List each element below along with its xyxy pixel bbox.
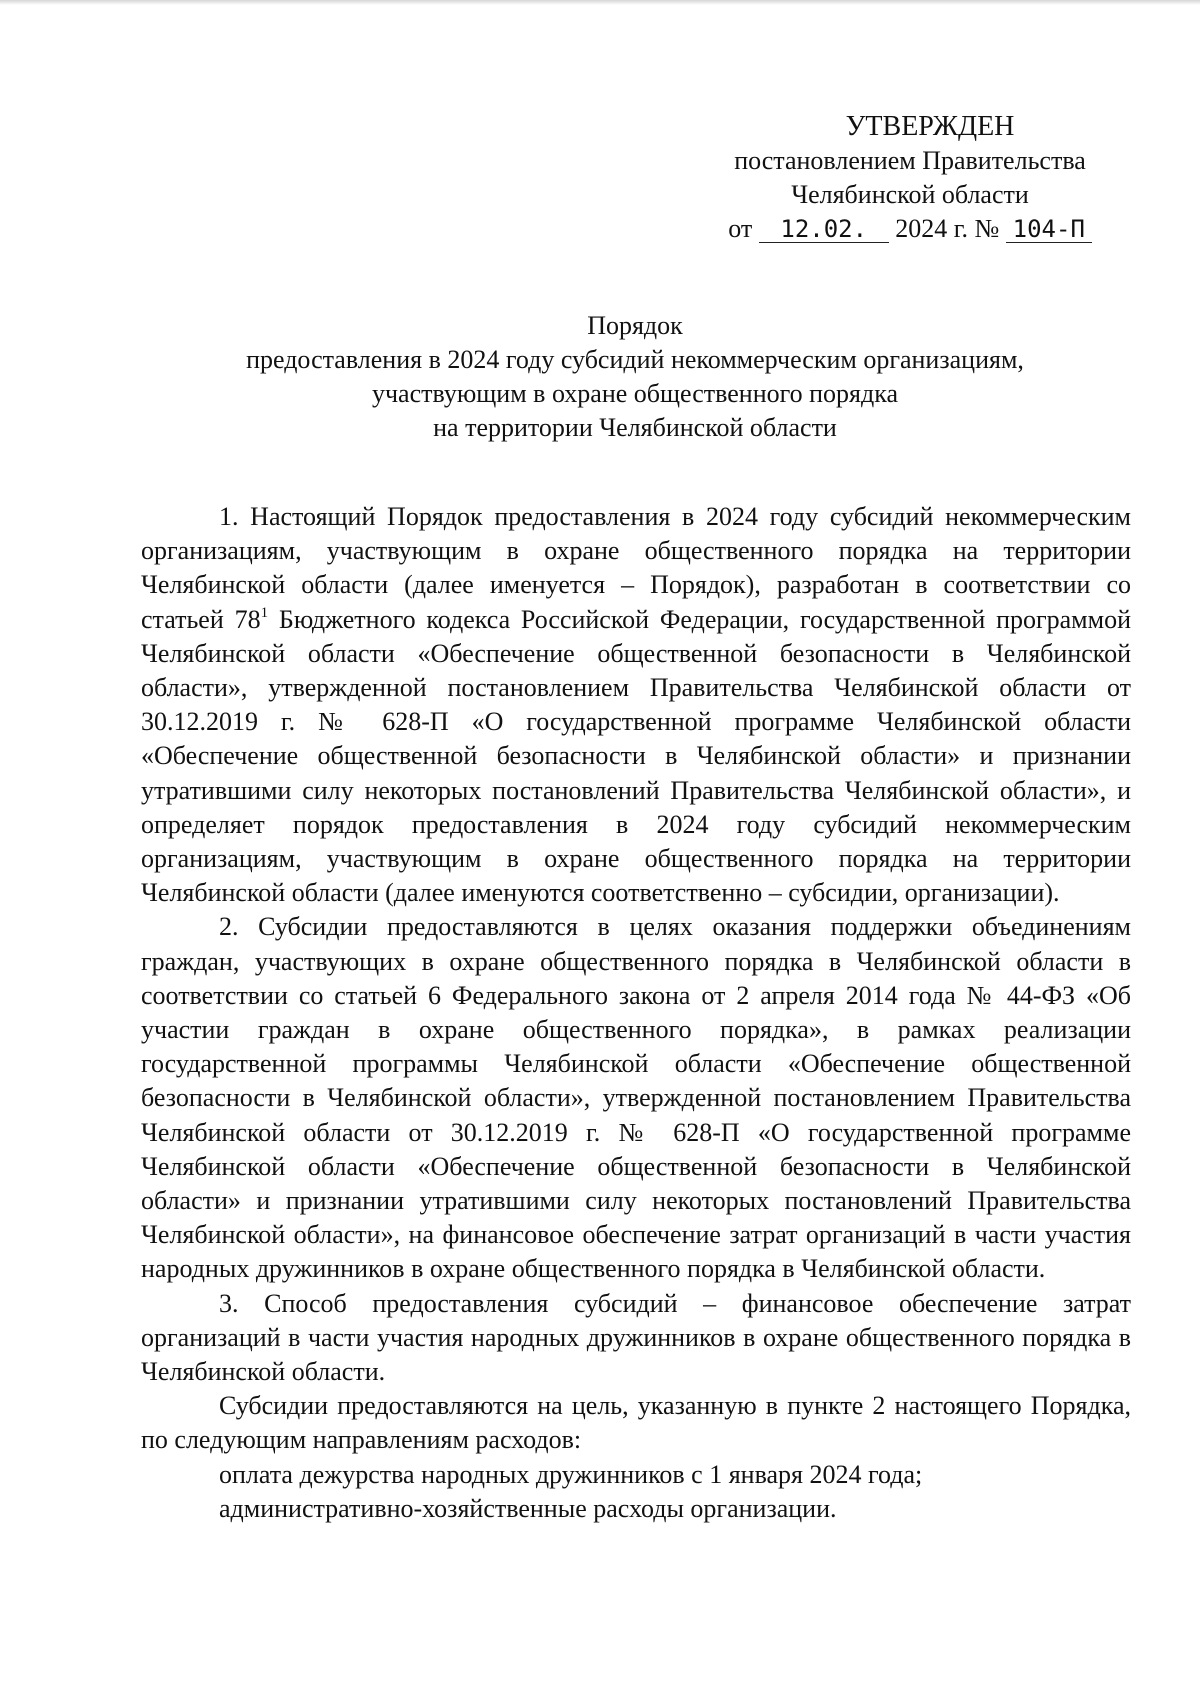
approval-line-1: постановлением Правительства xyxy=(734,146,1086,175)
expense-item-2: административно-хозяйственные расходы организации. xyxy=(219,1493,837,1523)
article-superscript: 1 xyxy=(260,604,269,621)
paragraph-1 xyxy=(141,500,1131,910)
document-body xyxy=(141,500,1131,1526)
approval-stamp-block xyxy=(690,110,1130,246)
paragraph-4: Субсидии предоставляются на цель, указанную в пункте 2 настоящего Порядка, по следующим направлениям расходов: xyxy=(141,1391,1131,1455)
paragraph-2: 2. Субсидии предоставляются в целях оказания поддержки объединениям граждан, участвующих в охране общественного порядка в Челябинской области в соответствии со статьей 6 Федерального закона от 2 апреля 2014 года № 44-ФЗ «Об участии граждан в охране общественного порядка», в рамках реализации государственной программы Челябинской области «Обеспечение общественной безопасности в Челябинской области», утвержденной постановлением Правительства Челябинской области от 30.12.2019 г. № 628-П «О государственной программе Челябинской области «Обеспечение общественной безопасности в Челябинской области» и признании утратившими силу некоторых постановлений Правительства Челябинской области», на финансовое обеспечение затрат организаций в части участия народных дружинников в охране общественного порядка в Челябинской области. xyxy=(141,912,1131,1284)
title-line-1: Порядок xyxy=(587,311,683,340)
expense-item-1: оплата дежурства народных дружинников с 1 января 2024 года; xyxy=(219,1459,923,1489)
title-line-2: предоставления в 2024 году субсидий некоммерческим организациям, xyxy=(246,345,1024,374)
title-line-3: участвующим в охране общественного порядка xyxy=(371,379,899,408)
date-prefix: от xyxy=(728,214,753,243)
document-number: 104-П xyxy=(1006,216,1092,243)
approval-date-line xyxy=(690,212,1130,246)
year-text: 2024 г. № xyxy=(895,214,1000,243)
date-value: 12.02. xyxy=(759,216,889,243)
approval-line-2: Челябинской области xyxy=(791,180,1029,209)
document-title xyxy=(140,309,1130,445)
scan-edge xyxy=(0,0,1200,5)
title-line-4: на территории Челябинской области xyxy=(433,413,837,442)
paragraph-1-text-b: Бюджетного кодекса Российской Федерации, государственной программой Челябинской области «Обеспечение общественной безопасности в Челябинской области», утвержденной постановлением Правительства Челябинской области от 30.12.2019 г. № 628-П «О государственной программе Челябинской области «Обеспечение общественной безопасности в Челябинской области» и признании утратившими силу некоторых постановлений Правительства Челябинской области», и определяет порядок предоставления в 2024 году субсидий некоммерческим организациям, участвующим в охране общественного порядка на территории Челябинской области (далее именуются соответственно – субсидии, организации). xyxy=(141,604,1132,908)
approved-heading: УТВЕРЖДЕН xyxy=(845,111,1015,142)
paragraph-1-text-a: 1. Настоящий Порядок предоставления в 2024 году субсидий некоммерческим организациям, участвующим в охране общественного порядка на территории Челябинской области (далее именуется – Порядок), разработан в соответствии со статьей 78 xyxy=(141,502,1131,634)
paragraph-3: 3. Способ предоставления субсидий – финансовое обеспечение затрат организаций в части участия народных дружинников в охране общественного порядка в Челябинской области. xyxy=(141,1288,1131,1387)
